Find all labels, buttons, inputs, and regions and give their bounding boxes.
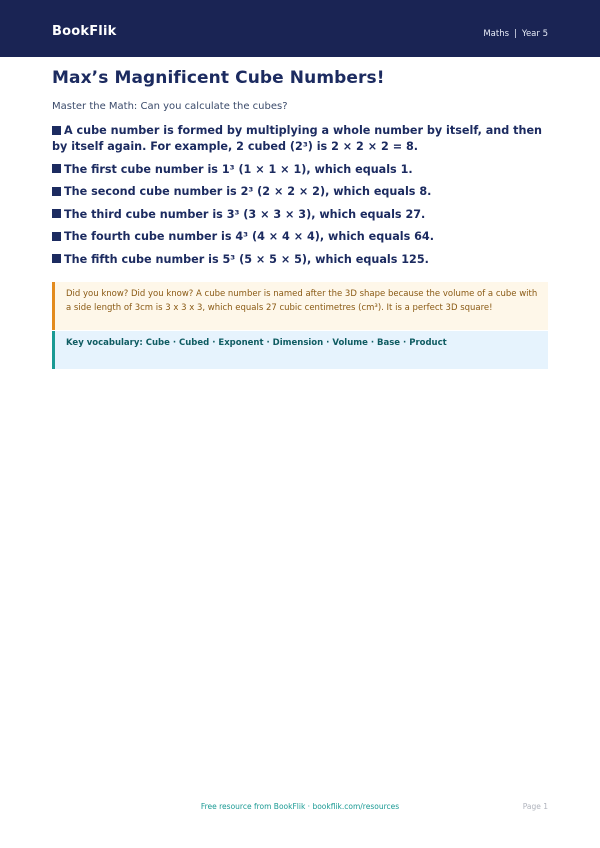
year-label: Year 5	[521, 29, 548, 39]
fact-item	[52, 162, 552, 178]
meta-separator: |	[514, 29, 517, 39]
fact-item	[52, 229, 552, 245]
fact-text: The first cube number is 1³ (1 × 1 × 1), which equals 1.	[64, 162, 413, 176]
fact-list	[52, 123, 552, 275]
header-meta	[483, 28, 548, 40]
fact-text: The fifth cube number is 5³ (5 × 5 × 5), which equals 125.	[64, 252, 429, 266]
fact-item	[52, 207, 552, 223]
fact-item	[52, 184, 552, 200]
square-bullet-icon	[52, 126, 61, 135]
page-subtitle: Master the Math: Can you calculate the cubes?	[52, 101, 288, 112]
square-bullet-icon	[52, 164, 61, 173]
square-bullet-icon	[52, 232, 61, 241]
fact-text: The second cube number is 2³ (2 × 2 × 2), which equals 8.	[64, 185, 432, 199]
fact-text: The fourth cube number is 4³ (4 × 4 × 4), which equals 64.	[64, 230, 434, 244]
subject-label: Maths	[483, 29, 510, 39]
fact-item	[52, 252, 552, 268]
brand-logo[interactable]: BookFlik	[52, 24, 117, 39]
vocabulary-text: Key vocabulary: Cube · Cubed · Exponent · Dimension · Volume · Base · Product	[66, 338, 447, 348]
fact-item	[52, 123, 552, 155]
page-number: Page 1	[522, 802, 548, 811]
square-bullet-icon	[52, 209, 61, 218]
did-you-know-callout	[52, 282, 548, 330]
key-vocabulary-box	[52, 331, 548, 369]
fact-text: The third cube number is 3³ (3 × 3 × 3), which equals 27.	[64, 207, 426, 221]
footer-resource-link[interactable]: Free resource from BookFlik · bookflik.com/resources	[200, 802, 400, 811]
site-header	[0, 0, 600, 57]
square-bullet-icon	[52, 187, 61, 196]
callout-text: Did you know? Did you know? A cube number is named after the 3D shape because the volume of a cube with a side length of 3cm is 3 x 3 x 3, which equals 27 cubic centimetres (cm³). It is a perfect 3D square!	[66, 289, 538, 313]
page-title: Max’s Magnificent Cube Numbers!	[52, 68, 385, 88]
fact-text: A cube number is formed by multiplying a whole number by itself, and then by itself again. For example, 2 cubed (2³) is 2 × 2 × 2 = 8.	[52, 124, 542, 153]
square-bullet-icon	[52, 254, 61, 263]
